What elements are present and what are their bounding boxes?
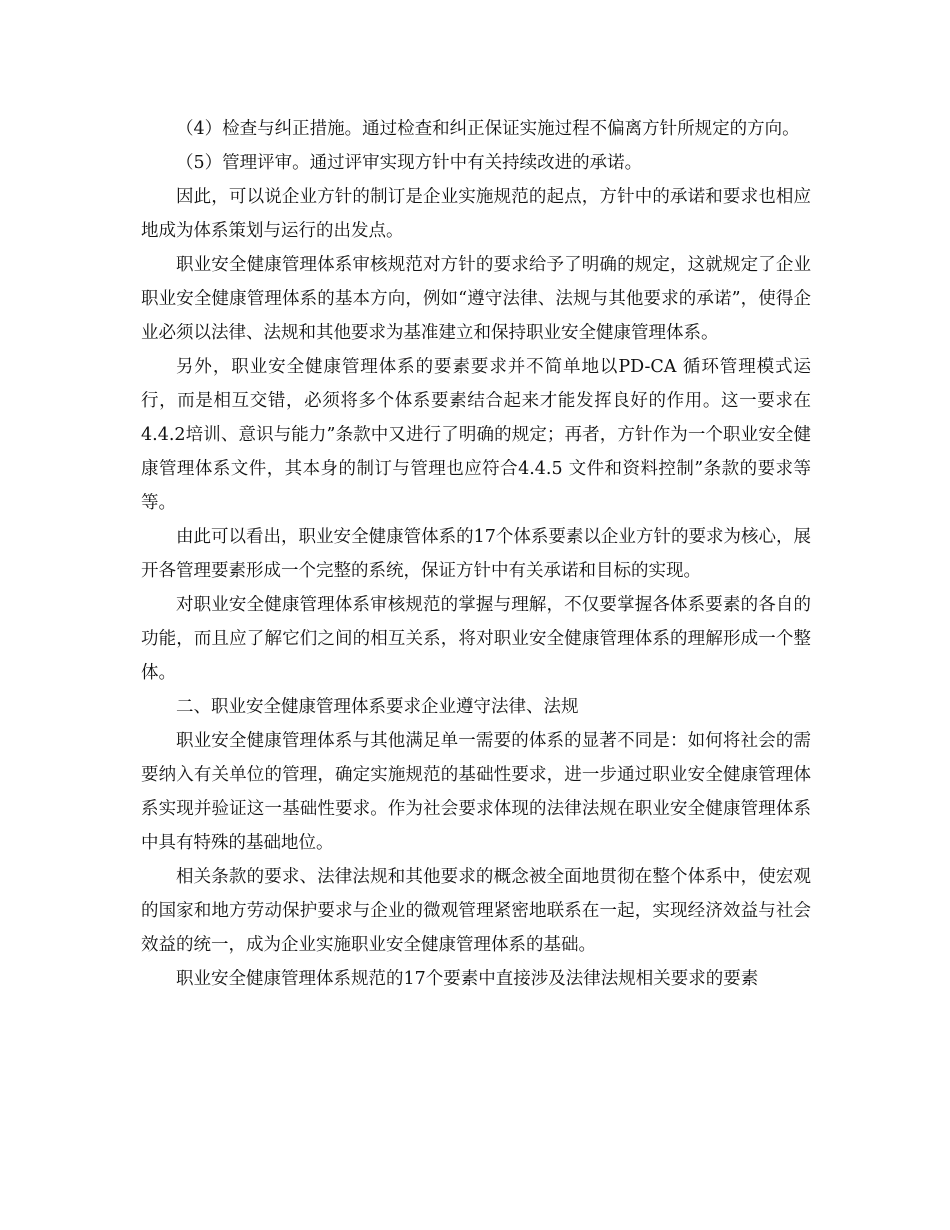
paragraph-check-correct: （4）检查与纠正措施。通过检查和纠正保证实施过程不偏离方针所规定的方向。 [176,119,800,139]
paragraph-social-needs: 职业安全健康管理体系与其他满足单一需要的体系的显著不同是：如何将社会的需要纳入有关单位的管理，确定实施规范的基础性要求，进一步通过职业安全健康管理体系实现并验证这一基础性要求。作为社会要求体现的法律法规在职业安全健康管理体系中具有特殊的基础地位。 [141,731,811,853]
paragraph-17-elements-core: 由此可以看出，职业安全健康管体系的17个体系要素以企业方针的要求为核心，展开各管理要素形成一个完整的系统，保证方针中有关承诺和目标的实现。 [141,527,811,581]
paragraph-policy-starting-point: 因此，可以说企业方针的制订是企业实施规范的起点，方针中的承诺和要求也相应地成为体系策划与运行的出发点。 [141,187,811,241]
paragraph-policy-requirements: 职业安全健康管理体系审核规范对方针的要求给予了明确的规定，这就规定了企业职业安全健康管理体系的基本方向，例如“遵守法律、法规与其他要求的承诺”，使得企业必须以法律、法规和其他要求为基准建立和保持职业安全健康管理体系。 [141,255,811,343]
paragraph-management-review: （5）管理评审。通过评审实现方针中有关持续改进的承诺。 [176,153,643,173]
paragraph-laws-throughout: 相关条款的要求、法律法规和其他要求的概念被全面地贯彻在整个体系中，使宏观的国家和地方劳动保护要求与企业的微观管理紧密地联系在一起，实现经济效益与社会效益的统一，成为企业实施职业安全健康管理体系的基础。 [141,867,811,955]
paragraph-pdca-interaction: 另外，职业安全健康管理体系的要素要求并不简单地以PD-CA 循环管理模式运行，而是相互交错，必须将多个体系要素结合起来才能发挥良好的作用。这一要求在4.4.2培训、意识与能力”条款中又进行了明确的规定；再者，方针作为一个职业安全健康管理体系文件，其本身的制订与管理也应符合4.4.5 文件和资料控制”条款的要求等等。 [141,357,811,513]
paragraph-elements-laws: 职业安全健康管理体系规范的17个要素中直接涉及法律法规相关要求的要素 [176,969,759,989]
section-heading-laws: 二、职业安全健康管理体系要求企业遵守法律、法规 [176,697,579,717]
paragraph-understanding-whole: 对职业安全健康管理体系审核规范的掌握与理解，不仅要掌握各体系要素的各自的功能，而且应了解它们之间的相互关系，将对职业安全健康管理体系的理解形成一个整体。 [141,595,811,683]
document-body [141,112,811,996]
